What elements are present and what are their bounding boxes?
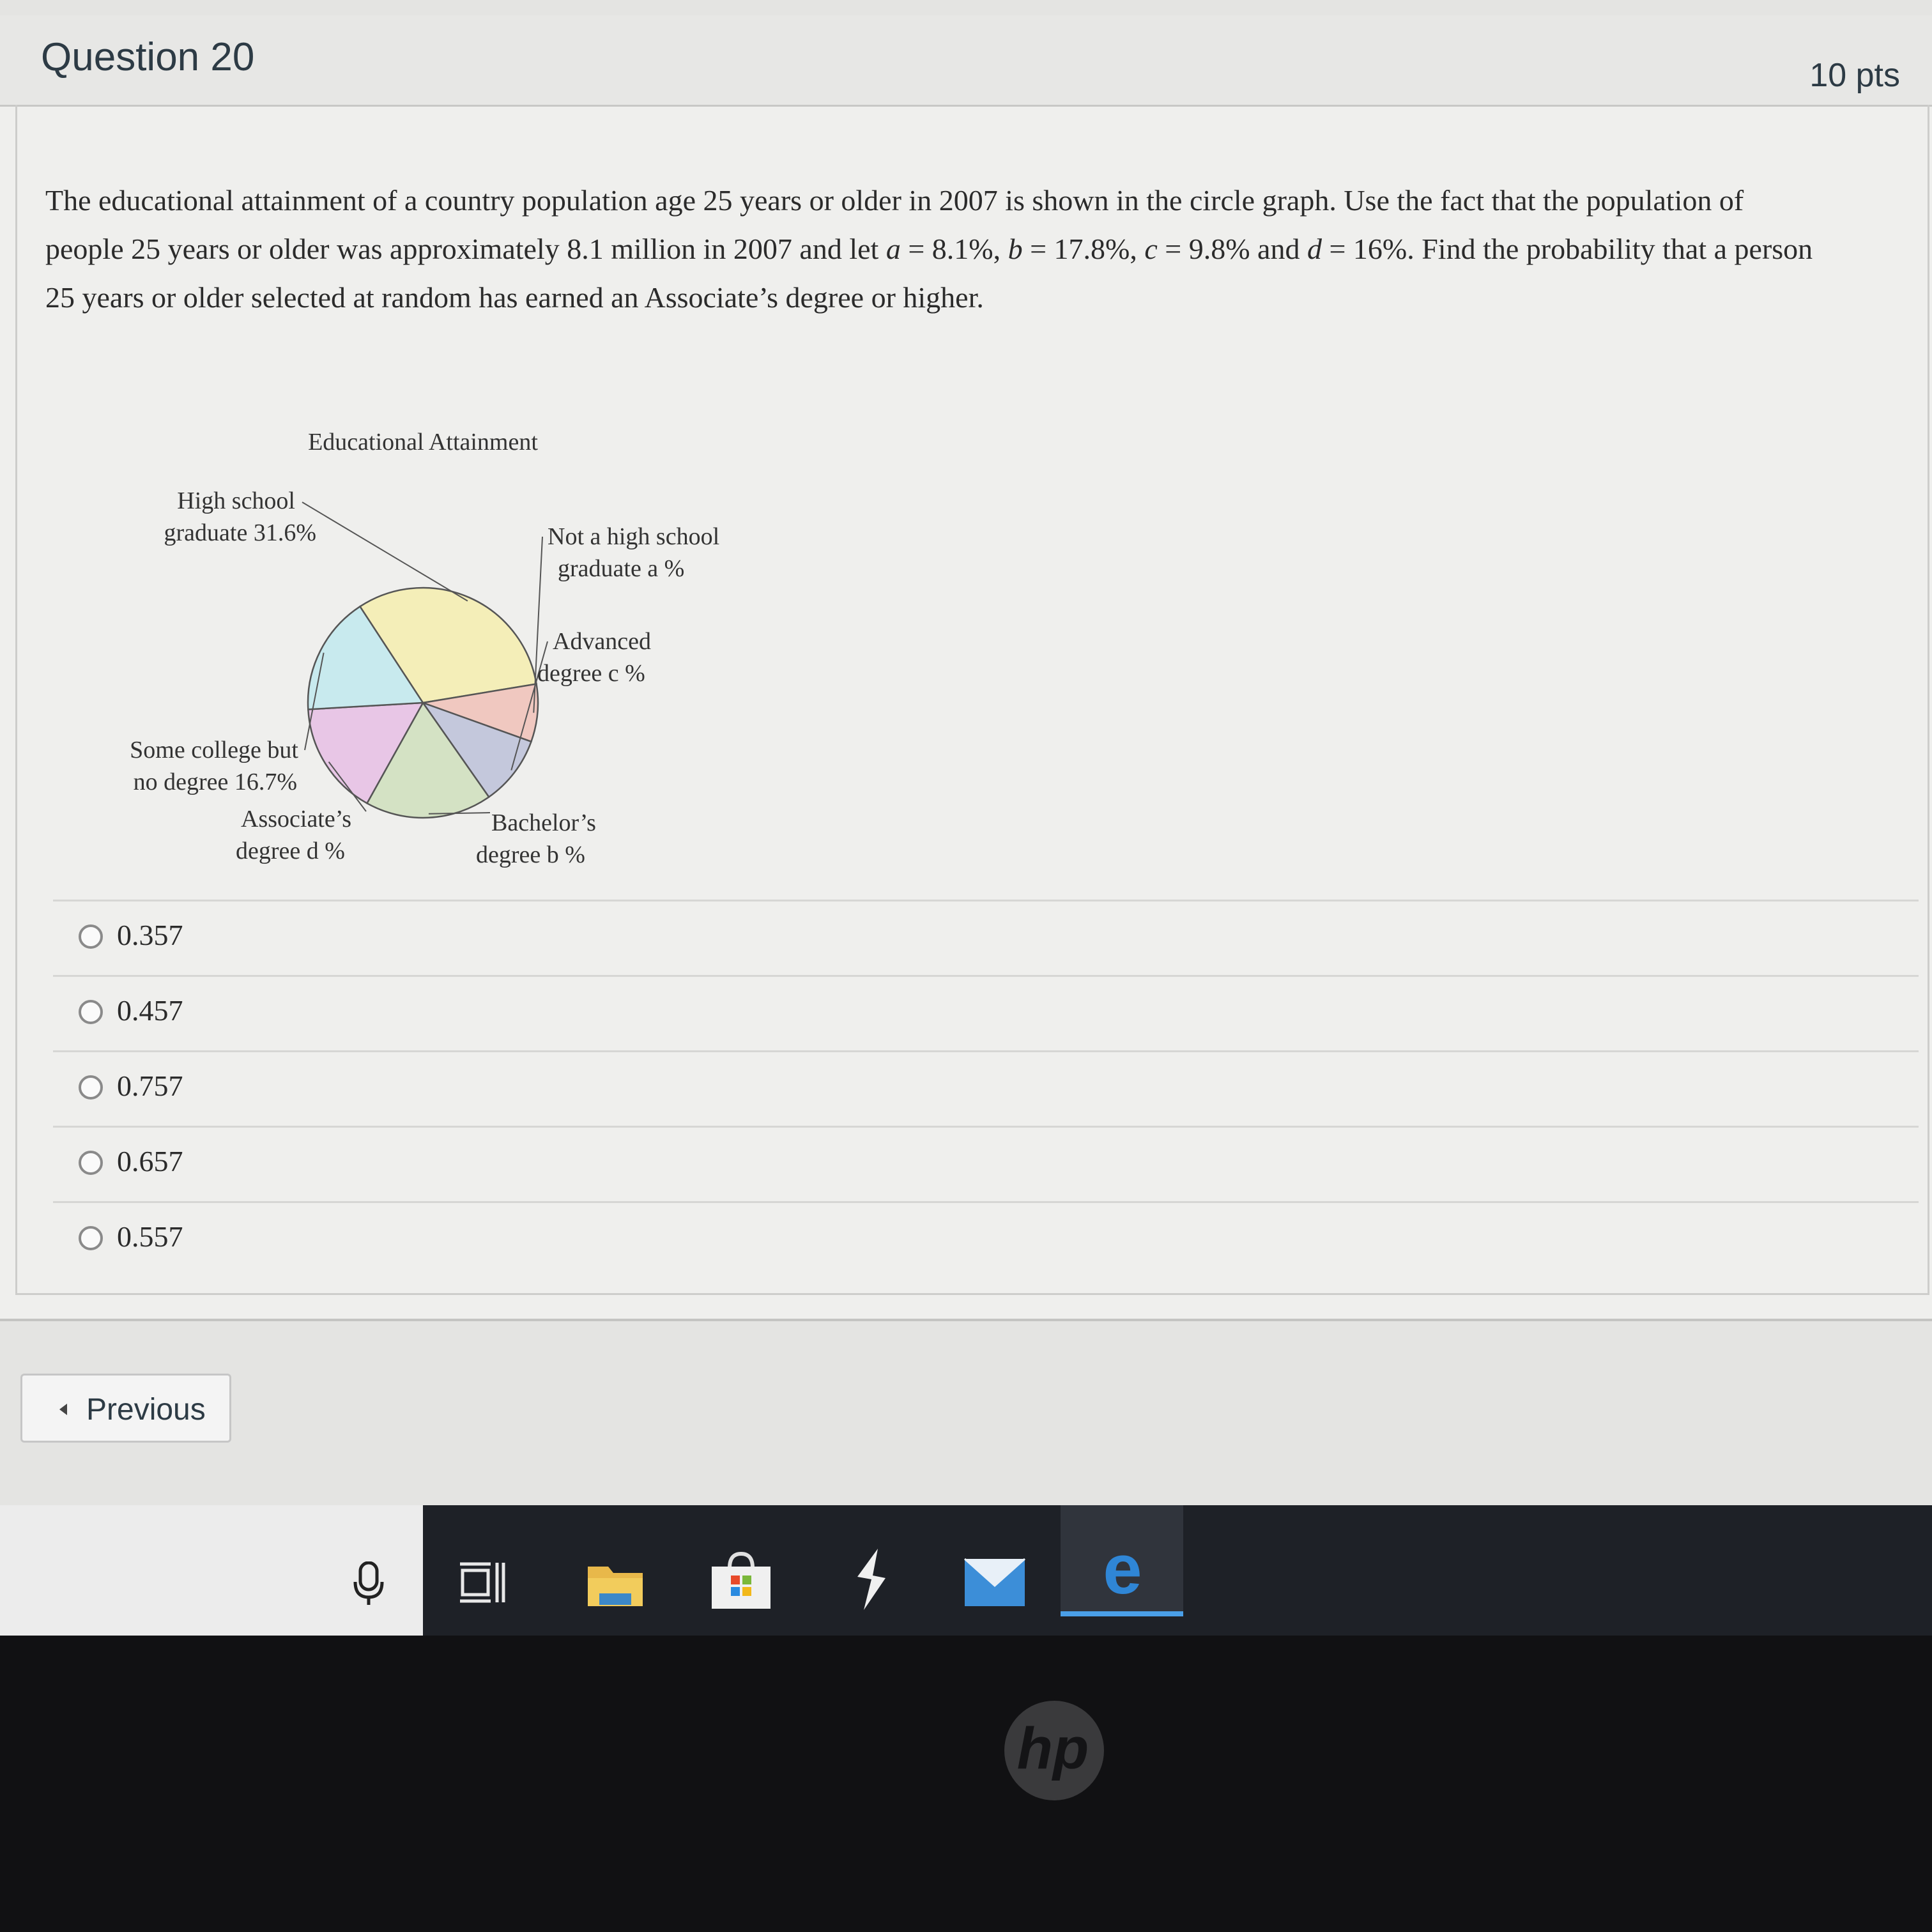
question-text <box>45 176 1917 322</box>
store-icon[interactable] <box>710 1551 772 1610</box>
answer-option[interactable] <box>53 1050 1919 1126</box>
svg-text:e: e <box>1103 1538 1142 1602</box>
file-explorer-icon[interactable] <box>586 1561 644 1607</box>
value-d: = 16%. Find the probability that a person <box>1321 233 1813 265</box>
label-high-school-line1: High school <box>177 487 295 514</box>
previous-label: Previous <box>86 1393 206 1427</box>
radio-button[interactable] <box>79 1075 103 1100</box>
answer-label[interactable]: 0.457 <box>117 994 183 1027</box>
text-segment: people 25 years or older was approximately 8.1 million in 2007 and let <box>45 233 886 265</box>
answer-label[interactable]: 0.357 <box>117 919 183 951</box>
label-advanced-line2: degree c % <box>537 660 645 687</box>
variable-d: d <box>1307 233 1322 265</box>
variable-b: b <box>1008 233 1023 265</box>
mail-icon[interactable] <box>963 1558 1026 1607</box>
pie-chart <box>113 424 816 884</box>
answer-option[interactable] <box>53 975 1919 1050</box>
variable-a: a <box>885 233 901 265</box>
leader-line-hs <box>302 502 468 601</box>
value-c: = 9.8% and <box>1157 233 1307 265</box>
answer-label[interactable]: 0.557 <box>117 1220 183 1253</box>
answer-option[interactable] <box>53 1201 1919 1276</box>
value-a: = 8.1%, <box>900 233 1008 265</box>
answer-list <box>53 900 1919 1276</box>
answer-option[interactable] <box>53 1126 1919 1201</box>
label-associates-line2: degree d % <box>236 838 345 864</box>
question-body <box>15 105 1929 1295</box>
previous-button[interactable] <box>20 1374 231 1443</box>
pie-slices <box>308 588 538 818</box>
label-associates-line1: Associate’s <box>241 806 352 832</box>
answer-label[interactable]: 0.757 <box>117 1070 183 1102</box>
laptop-bezel <box>0 1636 1932 1932</box>
question-panel <box>0 15 1932 1321</box>
label-not-high-school-line1: Not a high school <box>548 523 720 550</box>
lightning-app-icon[interactable] <box>854 1547 889 1611</box>
label-not-high-school-line2: graduate a % <box>558 555 685 582</box>
radio-button[interactable] <box>79 1000 103 1024</box>
label-some-college-line2: no degree 16.7% <box>133 769 297 795</box>
radio-button[interactable] <box>79 1226 103 1250</box>
question-title: Question 20 <box>41 35 255 79</box>
question-header <box>0 15 1932 107</box>
label-advanced-line1: Advanced <box>553 628 652 655</box>
question-text-line-2 <box>45 225 1917 273</box>
edge-icon[interactable] <box>1094 1538 1151 1602</box>
active-app-indicator <box>1061 1611 1183 1616</box>
answer-option[interactable] <box>53 900 1919 975</box>
answer-label[interactable]: 0.657 <box>117 1145 183 1177</box>
microphone-icon[interactable] <box>353 1561 385 1606</box>
taskbar <box>0 1505 1932 1636</box>
label-bachelors-line2: degree b % <box>476 841 585 868</box>
question-text-line-1: The educational attainment of a country population age 25 years or older in 2007 is shown in the circle graph. Use the fact that the population of <box>45 184 1744 217</box>
label-some-college-line1: Some college but <box>130 737 298 763</box>
hp-logo <box>997 1693 1112 1808</box>
label-bachelors-line1: Bachelor’s <box>491 809 596 836</box>
variable-c: c <box>1144 233 1158 265</box>
radio-button[interactable] <box>79 1151 103 1175</box>
question-text-line-3: 25 years or older selected at random has earned an Associate’s degree or higher. <box>45 281 984 314</box>
chart-title: Educational Attainment <box>308 429 538 456</box>
svg-text:hp: hp <box>1016 1716 1089 1781</box>
value-b: = 17.8%, <box>1022 233 1145 265</box>
label-high-school-line2: graduate 31.6% <box>164 519 316 546</box>
task-view-icon[interactable] <box>460 1560 506 1605</box>
question-points: 10 pts <box>1809 57 1900 94</box>
chevron-left-icon <box>59 1404 67 1415</box>
radio-button[interactable] <box>79 924 103 949</box>
